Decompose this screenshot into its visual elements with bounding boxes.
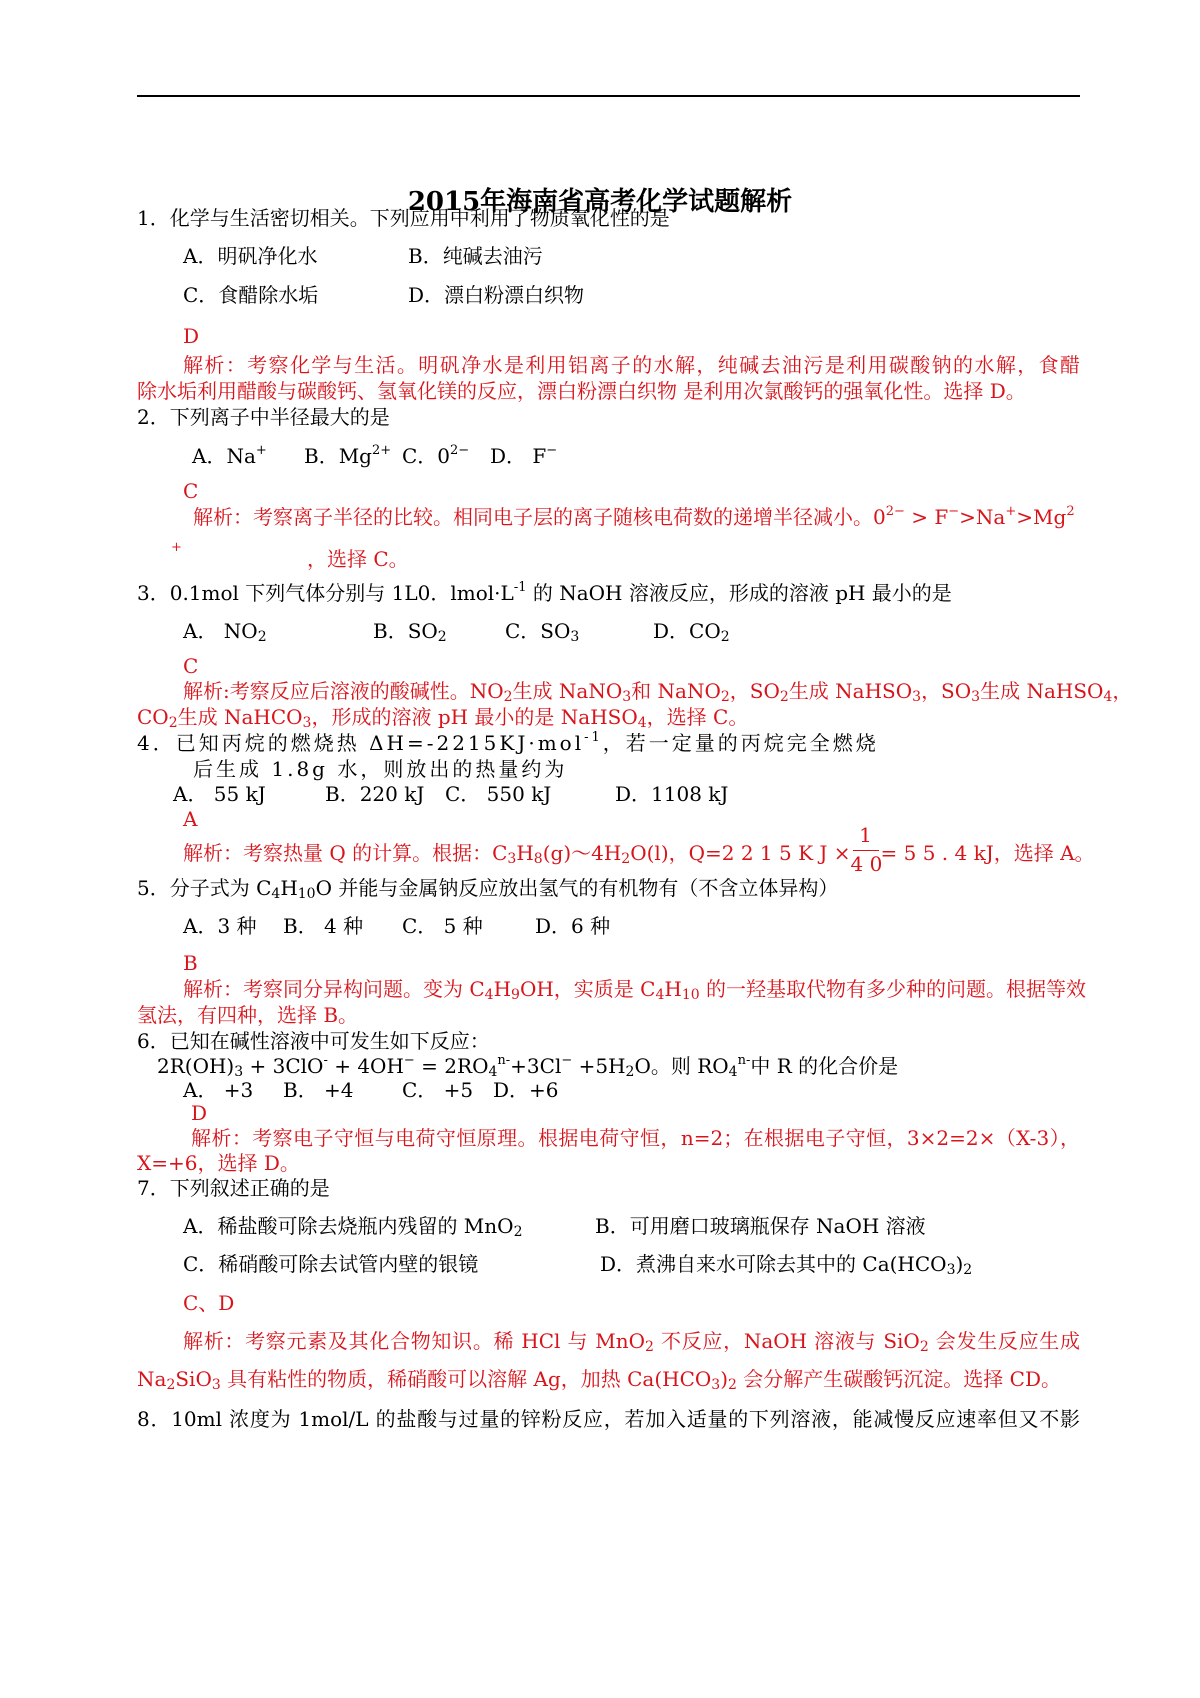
q2-explanation-plus: + [171, 540, 182, 555]
q3-answer: C [183, 654, 199, 678]
q3-explanation-line2: $CO_2$生成 NaHCO$_3$，形成的溶液 pH 最小的是 NaHSO$_4$，选择 C。 [137, 705, 749, 731]
q4-answer: A [183, 807, 198, 831]
q7-option-a: A．稀盐酸可除去烧瓶内残留的 MnO$_2$ [183, 1214, 523, 1240]
q1-option-c: C．食醋除水垢 [183, 283, 319, 307]
q4-option-d: D．1108 kJ [615, 782, 729, 806]
q3-stem: 3．0.1mol 下列气体分别与 1L0．$lmol\cdot L^{-1}$ 的 NaOH 溶液反应，形成的溶液 pH 最小的是 [137, 580, 952, 605]
q4-stem-line2: 后生成 1.8g 水，则放出的热量约为 [193, 757, 568, 781]
q6-explanation-line1: 解析：考察电子守恒与电荷守恒原理。根据电荷守恒，n=2；在根据电子守恒，3×2=2×（X-3）， [191, 1126, 1080, 1150]
q1-option-a: A．明矾净化水 [183, 244, 318, 268]
q5-answer: B [183, 951, 198, 975]
q6-option-a: A． +3 [183, 1078, 254, 1102]
page-title: 2015年海南省高考化学试题解析 [407, 187, 793, 217]
q1-stem: 1．化学与生活密切相关。下列应用中利用了物质氧化性的是 [137, 206, 670, 230]
q7-answer: C、D [183, 1291, 235, 1315]
q6-option-c: C． +5 [402, 1078, 474, 1102]
q1-explanation-line1: 解析：考察化学与生活。明矾净水是利用铝离子的水解，纯碱去油污是利用碳酸钠的水解，食醋 [183, 353, 1080, 377]
q1-option-d: D．漂白粉漂白织物 [408, 283, 585, 307]
q3-option-d: D．$CO_2$ [653, 619, 730, 645]
q6-option-b: B． +4 [283, 1078, 354, 1102]
q2-explanation-line2: ，选择 C。 [307, 547, 409, 571]
header-rule [137, 95, 1080, 97]
q5-option-b: B． 4 种 [283, 914, 364, 938]
q5-option-d: D．6 种 [535, 914, 611, 938]
q5-explanation-line2: 氢法，有四种，选择 B。 [137, 1003, 359, 1027]
q6-explanation-line2: X=+6，选择 D。 [137, 1151, 300, 1175]
q6-stem: 6．已知在碱性溶液中可发生如下反应： [137, 1029, 490, 1053]
q3-option-c: C．$SO_3$ [505, 619, 580, 645]
q4-fraction: $\frac{1}{4 0}$ [850, 823, 883, 876]
q2-option-a: A．Na+ [192, 443, 267, 468]
q7-explanation-line1: 解析：考察元素及其化合物知识。稀 HCl 与 MnO$_2$ 不反应，NaOH 溶液与 SiO$_2$ 会发生反应生成 [183, 1329, 1081, 1355]
q2-answer: C [183, 479, 199, 503]
q4-option-b: B．220 kJ [325, 782, 425, 806]
q1-explanation-line2: 除水垢利用醋酸与碳酸钙、氢氧化镁的反应，漂白粉漂白织物 是利用次氯酸钙的强氧化性。选择 D。 [137, 379, 1026, 403]
q6-option-d: D．+6 [493, 1078, 559, 1102]
q2-option-b: B．$Mg^{2+}$ [304, 443, 392, 468]
q1-answer: D [183, 324, 200, 348]
q7-option-c: C．稀硝酸可除去试管内壁的银镜 [183, 1252, 479, 1276]
q7-option-d: D．煮沸自来水可除去其中的 $Ca(HCO_3)_2$ [600, 1252, 973, 1278]
q7-stem: 7．下列叙述正确的是 [137, 1176, 330, 1200]
q4-stem-line1: 4．已知丙烷的燃烧热 ΔH=-2215KJ·mol$^{-1}$，若一定量的丙烷完全燃烧 [137, 730, 879, 755]
q5-explanation-line1: 解析：考察同分异构问题。变为 $C_4H_9OH$，实质是 $C_4H_{10}$ 的一羟基取代物有多少种的问题。根据等效 [183, 977, 1087, 1003]
q6-answer: D [191, 1101, 208, 1125]
q5-stem: 5．分子式为 $C_4H_{10}O$ 并能与金属钠反应放出氢气的有机物有（不含立体异构） [137, 876, 839, 902]
q5-option-a: A．3 种 [183, 914, 257, 938]
q6-equation: $2R(OH)_3 + 3ClO^- + 4OH^- = 2RO_4^{n-}+3Cl^- +5H_2O$。则 $RO_4^{n-}$中 R 的化合价是 [157, 1053, 899, 1080]
q7-explanation-line2: $Na_2SiO_3$ 具有粘性的物质，稀硝酸可以溶解 Ag，加热 $Ca(HCO_3)_2$ 会分解产生碳酸钙沉淀。选择 CD。 [137, 1367, 1061, 1393]
q2-option-d: D． F− [490, 443, 558, 468]
q3-option-b: B．$SO_2$ [373, 619, 447, 645]
q7-option-b: B．可用磨口玻璃瓶保存 NaOH 溶液 [595, 1214, 926, 1238]
q2-option-c: C．$0^{2-}$ [402, 443, 470, 468]
q2-stem: 2．下列离子中半径最大的是 [137, 405, 390, 429]
q8-stem: 8．10ml 浓度为 1mol/L 的盐酸与过量的锌粉反应，若加入适量的下列溶液，能减慢反应速率但又不影 [137, 1407, 1080, 1431]
q3-option-a: A． $NO_2$ [183, 619, 267, 645]
q5-option-c: C． 5 种 [402, 914, 483, 938]
q2-explanation-line1: 解析：考察离子半径的比较。相同电子层的离子随核电荷数的递增半径减小。$0^{2-} > F^->Na^+>Mg^2$ [193, 504, 1075, 529]
q4-option-c: C． 550 kJ [445, 782, 552, 806]
q4-option-a: A． 55 kJ [173, 782, 266, 806]
q1-option-b: B．纯碱去油污 [408, 244, 543, 268]
q3-explanation-line1: 解析:考察反应后溶液的酸碱性。$NO_2$生成 NaNO$_3$和 NaNO$_2$，$SO_2$生成 NaHSO$_3$，$SO_3$生成 NaHSO$_4$， [183, 679, 1133, 705]
q4-explanation: 解析：考察热量 Q 的计算。根据：$C_3H_8(g)\sim 4H_2O(l)$，Q=2 2 1 5 K J × $\frac{1}{4 0}$ = 5 5 . 4 kJ，选择 A。 [183, 823, 1095, 876]
